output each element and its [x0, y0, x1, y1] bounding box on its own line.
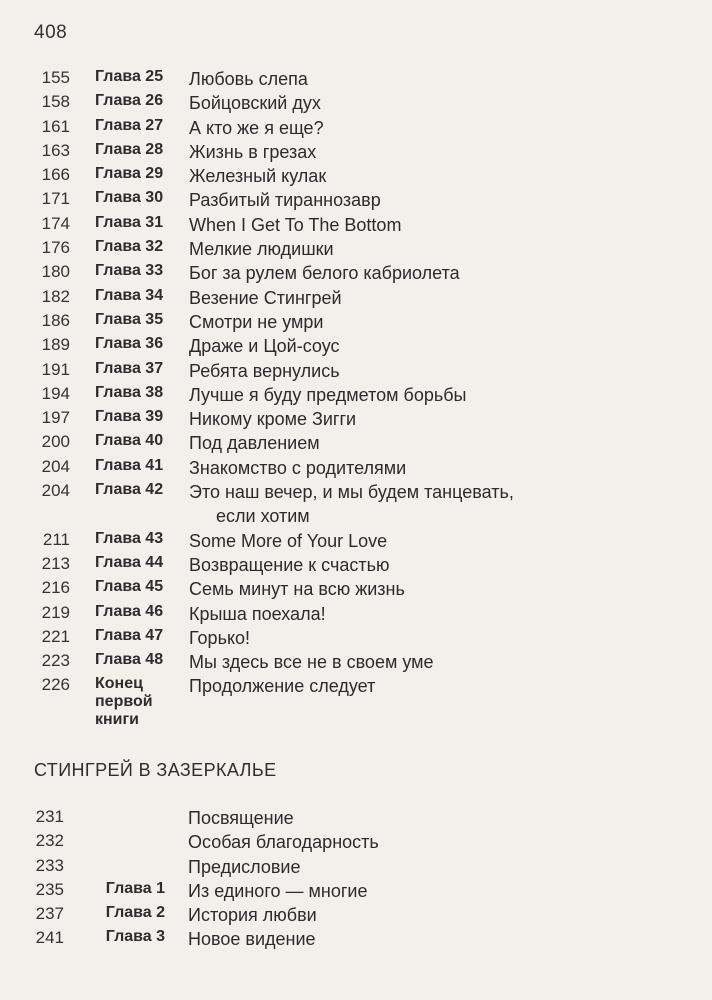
toc-chapter-title: When I Get To The Bottom: [189, 214, 402, 235]
toc-chapter-label: Глава 2: [105, 904, 165, 922]
toc-entry: [0, 236, 712, 260]
toc-chapter-title: Предисловие: [188, 856, 301, 877]
toc-entry: [0, 139, 712, 163]
toc-page-number: 174: [41, 213, 70, 233]
page-number: 408: [34, 22, 68, 43]
toc-chapter-title: Любовь слепа: [189, 69, 308, 89]
toc-entry: [0, 260, 712, 284]
toc-chapter-title: Жизнь в грезах: [189, 141, 317, 162]
toc-chapter-label: Глава 43: [95, 529, 164, 547]
toc-chapter-label: Глава 27: [95, 116, 164, 134]
toc-chapter-label: Глава 48: [95, 651, 164, 669]
toc-page-number: 163: [41, 140, 70, 160]
toc-chapter-label: Глава 44: [95, 553, 164, 571]
toc-chapter-title: Драже и Цой-соус: [189, 336, 340, 357]
toc-page-number: 241: [35, 928, 64, 948]
table-of-contents-section-2: [0, 805, 712, 951]
toc-page-number: 161: [41, 116, 70, 136]
toc-chapter-title: Бойцовский дух: [189, 93, 321, 114]
toc-entry: [0, 576, 712, 600]
toc-page-number: 186: [41, 310, 70, 330]
toc-entry: [0, 309, 712, 333]
toc-page-number: 233: [35, 855, 64, 875]
toc-chapter-title: Посвящение: [188, 808, 294, 828]
toc-page-number: 200: [41, 432, 70, 452]
toc-entry: [0, 455, 712, 479]
toc-chapter-label: Глава 34: [95, 286, 164, 304]
end-label-line: первой: [95, 693, 153, 711]
toc-chapter-label: Глава 39: [95, 408, 164, 426]
toc-chapter-label: Глава 35: [95, 310, 164, 328]
toc-entry: [0, 115, 712, 139]
toc-page-number: 216: [41, 578, 70, 598]
toc-entry: [0, 625, 712, 649]
toc-page-number: 176: [41, 238, 70, 258]
toc-page-number: 237: [35, 904, 64, 924]
toc-entry: [0, 805, 712, 829]
toc-chapter-label: Глава 33: [95, 262, 164, 280]
toc-chapter-label: Глава 28: [95, 140, 164, 158]
toc-page-number: 213: [41, 553, 70, 573]
toc-page-number: 235: [35, 879, 64, 899]
toc-title-line: Это наш вечер, и мы будем танцевать,: [189, 482, 514, 503]
toc-chapter-label: Глава 32: [95, 238, 164, 256]
toc-chapter-label: Глава 47: [95, 626, 164, 644]
toc-page-number: 197: [41, 408, 70, 428]
toc-chapter-title: Лучше я буду предметом борьбы: [189, 384, 467, 405]
toc-chapter-label: Глава 3: [105, 928, 165, 946]
toc-chapter-label: Глава 46: [95, 602, 164, 620]
toc-entry: [0, 601, 712, 625]
toc-page-number: 219: [41, 602, 70, 622]
toc-chapter-label: Глава 31: [95, 213, 164, 231]
toc-page-number: 223: [41, 651, 70, 671]
toc-chapter-label: Глава 37: [95, 359, 164, 377]
toc-entry-end-of-book: [0, 673, 712, 739]
toc-chapter-title: Горько!: [189, 627, 251, 648]
toc-chapter-label: Глава 45: [95, 578, 164, 596]
toc-entry: [0, 829, 712, 853]
section-heading: СТИНГРЕЙ В ЗАЗЕРКАЛЬЕ: [34, 760, 277, 780]
toc-entry: [0, 528, 712, 552]
toc-entry: [0, 382, 712, 406]
toc-chapter-label: Глава 1: [105, 879, 165, 897]
end-label-line: книги: [95, 711, 140, 729]
toc-entry: [0, 878, 712, 902]
toc-page-number: 194: [41, 383, 70, 403]
toc-entry: [0, 358, 712, 382]
end-label-line: Конец: [95, 675, 143, 693]
toc-chapter-title: Смотри не умри: [189, 311, 324, 332]
toc-page-number: 180: [41, 262, 70, 282]
toc-entry: [0, 163, 712, 187]
toc-entry: [0, 406, 712, 430]
toc-chapter-title: Из единого — многие: [188, 880, 368, 901]
toc-chapter-title: Ребята вернулись: [189, 360, 340, 381]
toc-entry: [0, 479, 712, 528]
toc-chapter-title: Никому кроме Зигги: [189, 409, 357, 430]
toc-page-number: 166: [41, 165, 70, 185]
toc-chapter-title: Особая благодарность: [188, 832, 379, 853]
toc-page-number: 232: [35, 831, 64, 851]
toc-chapter-title: Возвращение к счастью: [189, 554, 390, 575]
toc-page-number: 231: [35, 807, 64, 826]
toc-chapter-title: Разбитый тираннозавр: [189, 190, 381, 211]
toc-chapter-title: Мелкие людишки: [189, 239, 334, 260]
toc-page-number: 158: [41, 92, 70, 112]
toc-page-number: 211: [42, 529, 70, 549]
toc-chapter-title: Знакомство с родителями: [189, 457, 407, 478]
toc-chapter-label: Глава 29: [95, 165, 164, 183]
toc-chapter-title: Продолжение следует: [189, 676, 376, 697]
toc-entry: [0, 333, 712, 357]
toc-chapter-title: Железный кулак: [189, 166, 327, 187]
toc-chapter-title: А кто же я еще?: [189, 117, 324, 138]
toc-page-number: 182: [41, 286, 70, 306]
toc-page-number: 204: [41, 456, 70, 476]
toc-entry: [0, 430, 712, 454]
toc-entry: [0, 854, 712, 878]
toc-entry: [0, 285, 712, 309]
toc-entry: [0, 66, 712, 90]
toc-chapter-title: Семь минут на всю жизнь: [189, 579, 405, 600]
toc-chapter-title: Some More of Your Love: [189, 530, 388, 551]
table-of-contents: [0, 66, 712, 739]
toc-chapter-label: [95, 675, 180, 729]
toc-page-number: 226: [41, 675, 70, 695]
toc-chapter-title: Новое видение: [188, 929, 316, 950]
toc-page-number: 204: [41, 481, 70, 501]
toc-chapter-label: Глава 42: [95, 481, 164, 499]
toc-page-number: 155: [41, 68, 70, 87]
toc-chapter-title: Под давлением: [189, 433, 320, 454]
toc-chapter-label: Глава 30: [95, 189, 164, 207]
toc-page-number: 171: [41, 189, 70, 209]
toc-entry: [0, 552, 712, 576]
toc-page-number: 221: [41, 626, 70, 646]
toc-chapter-title: [189, 480, 692, 528]
toc-entry: [0, 649, 712, 673]
toc-entry: [0, 90, 712, 114]
toc-chapter-title: История любви: [188, 905, 317, 926]
toc-entry: [0, 926, 712, 950]
toc-chapter-title: Везение Стингрей: [189, 287, 342, 308]
toc-chapter-title: Мы здесь все не в своем уме: [189, 652, 434, 673]
toc-chapter-label: Глава 38: [95, 383, 164, 401]
toc-page-number: 191: [41, 359, 70, 379]
toc-entry: [0, 902, 712, 926]
toc-title-continuation: если хотим: [216, 506, 310, 527]
toc-chapter-label: Глава 25: [95, 68, 164, 85]
toc-chapter-label: Глава 26: [95, 92, 164, 110]
toc-page-number: 189: [41, 335, 70, 355]
toc-chapter-title: Бог за рулем белого кабриолета: [189, 263, 460, 284]
toc-entry: [0, 187, 712, 211]
toc-entry: [0, 212, 712, 236]
toc-chapter-label: Глава 41: [95, 456, 164, 474]
toc-chapter-label: Глава 40: [95, 432, 164, 450]
toc-chapter-label: Глава 36: [95, 335, 164, 353]
toc-chapter-title: Крыша поехала!: [189, 603, 326, 624]
